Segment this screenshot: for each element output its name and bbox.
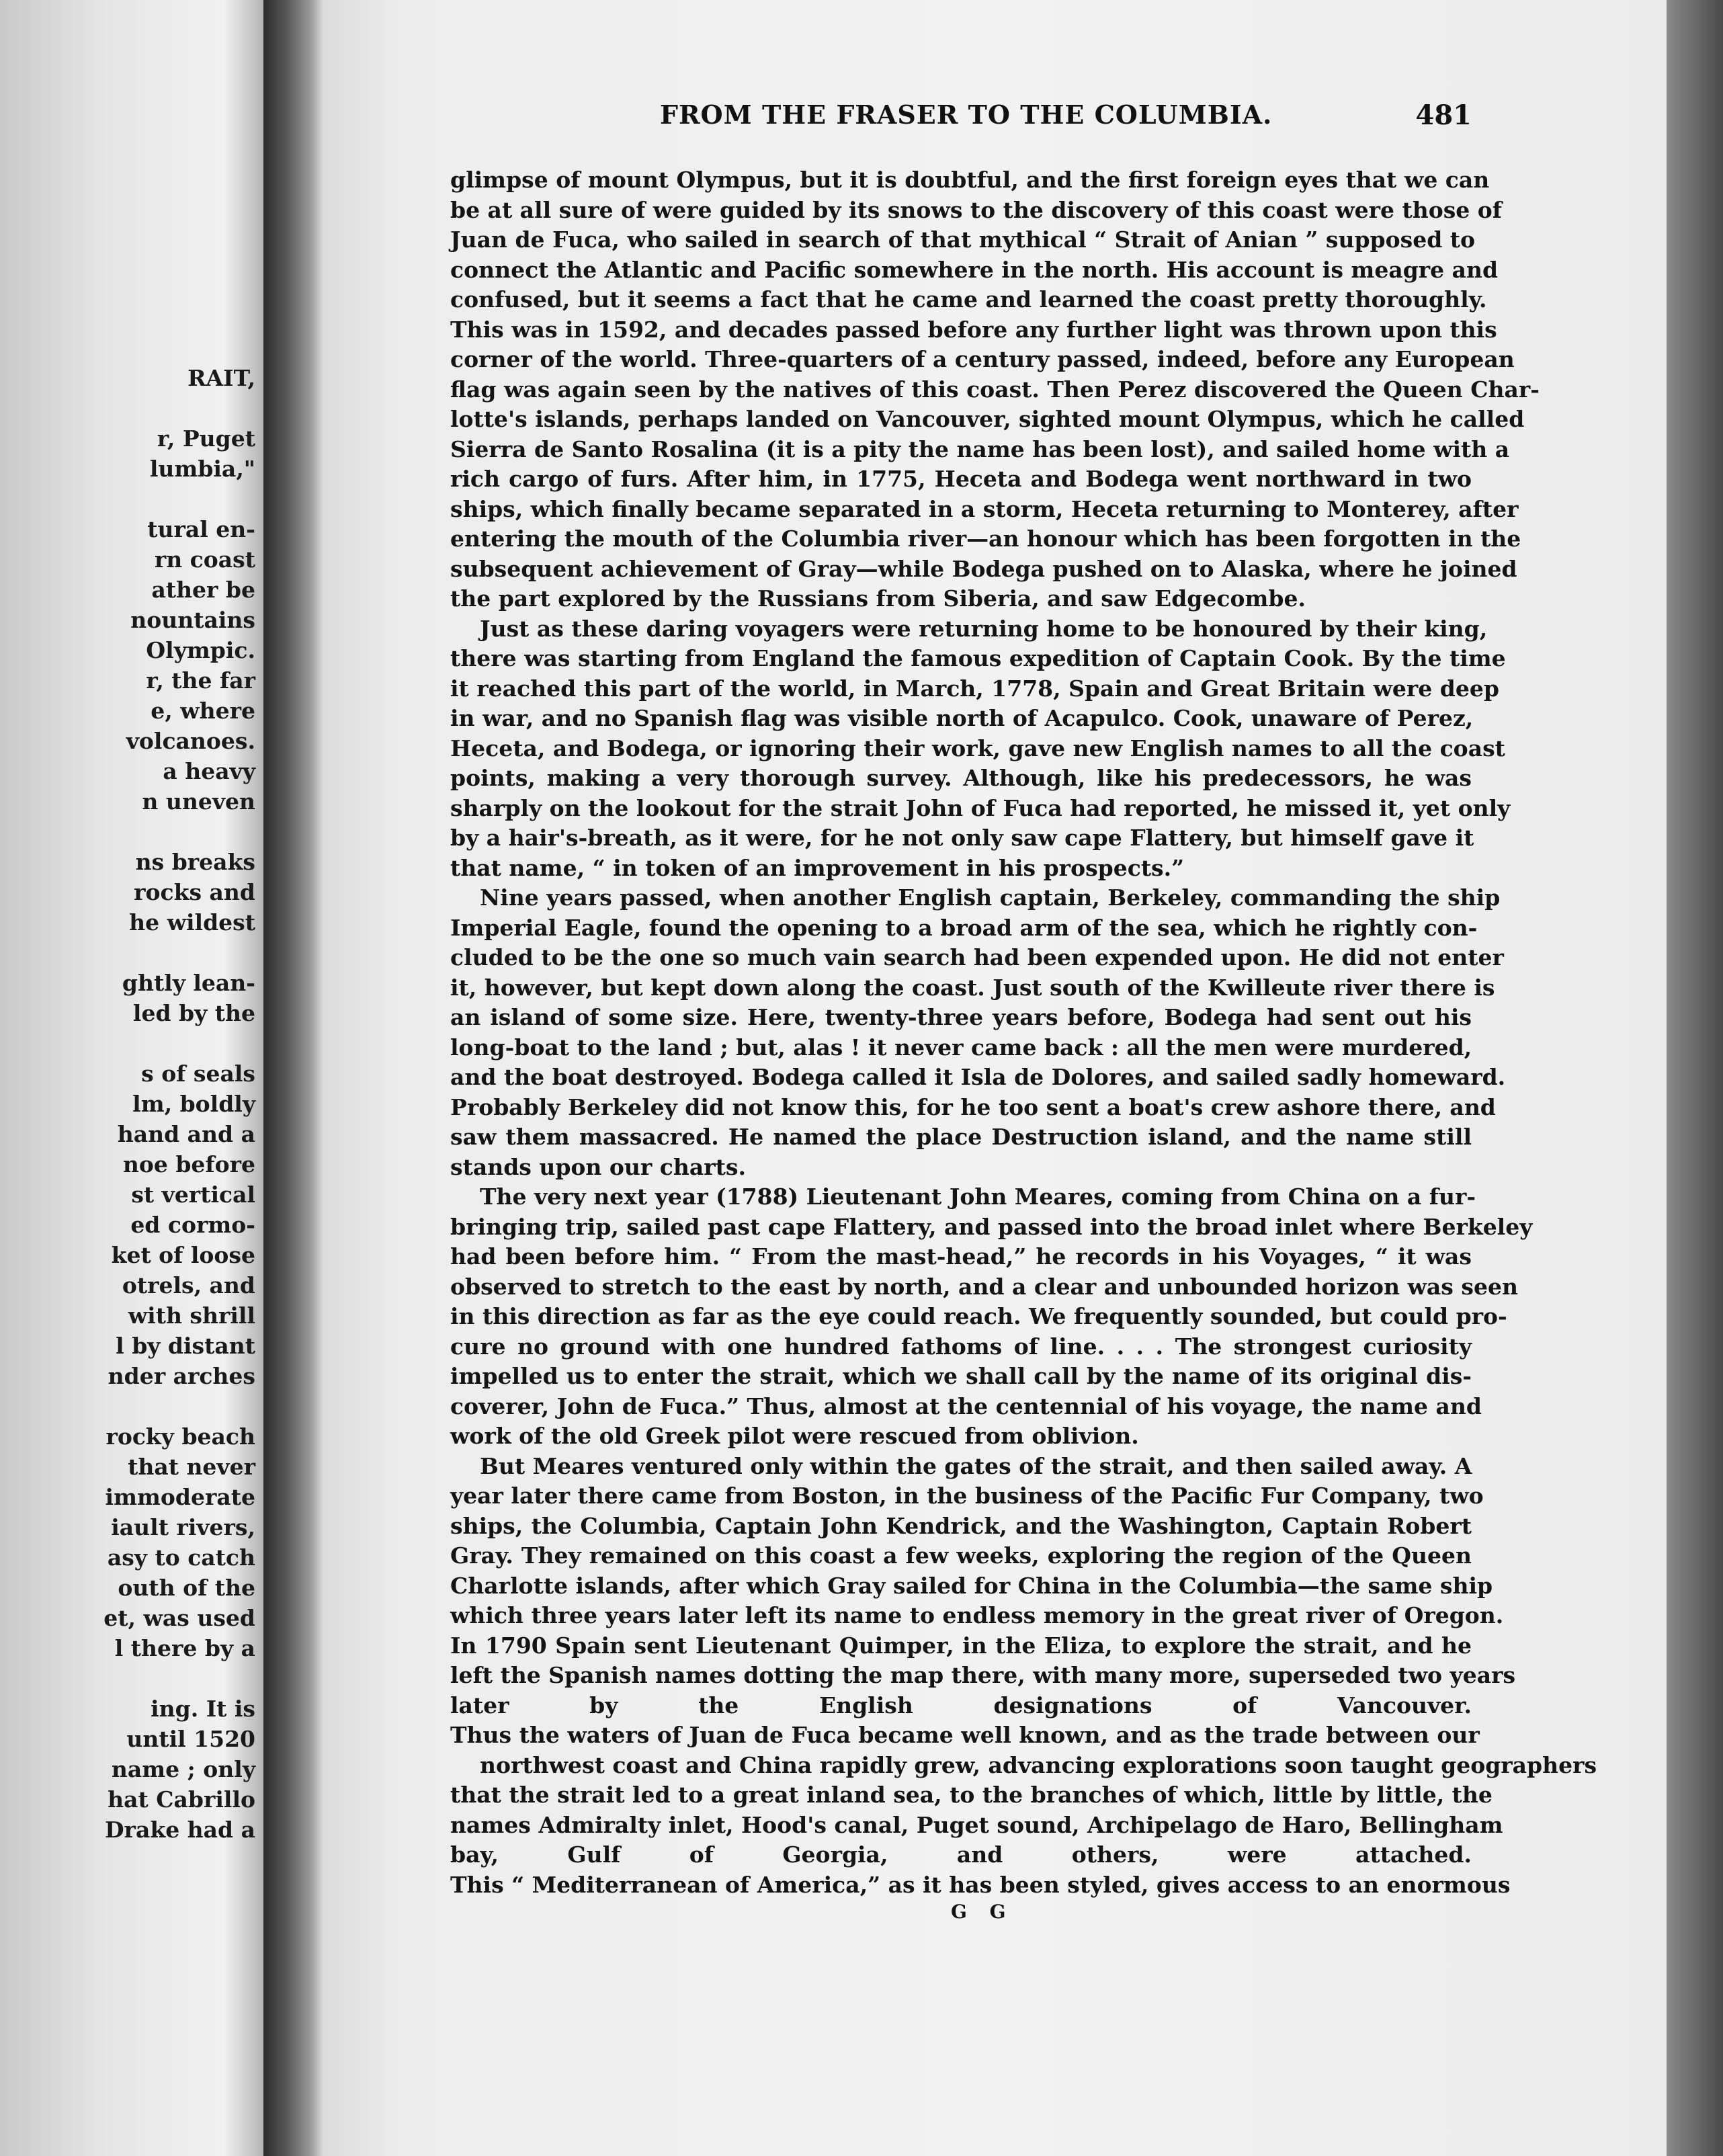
text-line: an island of some size. Here, twenty-three years before, Bodega had sent out his — [450, 1004, 1472, 1030]
left-fragment-line: a heavy — [163, 758, 255, 784]
left-fragment-line — [13, 1663, 255, 1694]
left-fragment-line — [13, 817, 255, 847]
text-line: connect the Atlantic and Pacific somewhere in the north. His account is meagre and — [450, 256, 1499, 283]
text-line: bringing trip, sailed past cape Flattery, and passed into the broad inlet where Berkeley — [450, 1213, 1533, 1240]
left-fragment-line: ing. It is — [151, 1696, 255, 1722]
left-fragment-line: that never — [128, 1454, 255, 1480]
left-fragment-line: Olympic. — [146, 637, 255, 663]
text-line: northwest coast and China rapidly grew, advancing explorations soon taught geographers — [480, 1751, 1597, 1778]
left-fragment-line: with shrill — [128, 1302, 255, 1329]
text-line: subsequent achievement of Gray—while Bodega pushed on to Alaska, where he joined — [450, 555, 1517, 582]
text-line: Charlotte islands, after which Gray sailed for China in the Columbia—the same ship — [450, 1572, 1493, 1599]
page-edge — [1667, 0, 1723, 2156]
text-line: the part explored by the Russians from Siberia, and saw Edgecombe. — [450, 585, 1306, 612]
left-fragment-line: hand and a — [117, 1121, 255, 1147]
text-line: Probably Berkeley did not know this, for he too sent a boat's crew ashore there, and — [450, 1093, 1496, 1120]
text-line: which three years later left its name to endless memory in the great river of Oregon. — [450, 1602, 1504, 1628]
left-fragment-line: until 1520 — [126, 1726, 255, 1752]
text-line: bay, Gulf of Georgia, and others, were attached. — [450, 1841, 1472, 1868]
text-line: long-boat to the land ; but, alas ! it never came back : all the men were murdered, — [450, 1034, 1472, 1061]
text-line: In 1790 Spain sent Lieutenant Quimper, in the Eliza, to explore the strait, and he — [450, 1632, 1472, 1659]
text-line: it, however, but kept down along the coast. Just south of the Kwilleute river there is — [450, 974, 1495, 1001]
text-line: ships, which finally became separated in a storm, Heceta returning to Monterey, after — [450, 495, 1519, 522]
left-fragment-line: lm, boldly — [132, 1091, 255, 1117]
text-line: impelled us to enter the strait, which we shall call by the name of its original dis- — [450, 1363, 1472, 1389]
text-line: left the Spanish names dotting the map there, with many more, superseded two years — [450, 1662, 1516, 1688]
left-fragment-line: et, was used — [103, 1605, 255, 1631]
text-line: work of the old Greek pilot were rescued from oblivion. — [450, 1423, 1139, 1449]
text-line: cure no ground with one hundred fathoms of line. . . . The strongest curiosity — [450, 1333, 1472, 1360]
text-line: This “ Mediterranean of America,” as it has been styled, gives access to an enormous — [450, 1871, 1511, 1898]
left-fragment-line: ed cormo- — [130, 1212, 255, 1238]
left-fragment-line — [13, 393, 255, 423]
left-fragment-line — [13, 1028, 255, 1059]
text-line: observed to stretch to the east by north, and a clear and unbounded horizon was seen — [450, 1273, 1518, 1300]
left-fragment-line: immoderate — [105, 1484, 255, 1510]
text-line: But Meares ventured only within the gates of the strait, and then sailed away. A — [480, 1452, 1472, 1479]
left-fragment-line: ather be — [151, 577, 255, 603]
text-line: corner of the world. Three-quarters of a century passed, indeed, before any European — [450, 346, 1515, 372]
body-text — [450, 165, 1597, 1900]
left-fragment-line: otrels, and — [122, 1272, 255, 1298]
text-line: that the strait led to a great inland sea, to the branches of which, little by little, the — [450, 1782, 1493, 1808]
left-fragment-line: asy to catch — [107, 1544, 255, 1571]
text-line: lotte's islands, perhaps landed on Vancouver, sighted mount Olympus, which he called — [450, 406, 1525, 432]
main-page — [323, 0, 1667, 2156]
left-fragment-line: RAIT, — [187, 365, 255, 391]
left-fragment-line: he wildest — [129, 909, 255, 936]
left-fragment-line: Drake had a — [104, 1817, 255, 1843]
left-fragment-line: volcanoes. — [126, 728, 255, 754]
text-line: Gray. They remained on this coast a few weeks, exploring the region of the Queen — [450, 1542, 1472, 1569]
text-line: had been before him. “ From the mast-head,” he records in his Voyages, “ it was — [450, 1243, 1472, 1270]
text-line: Sierra de Santo Rosalina (it is a pity the name has been lost), and sailed home with a — [450, 436, 1510, 462]
left-fragment-line: rn coast — [154, 546, 255, 573]
left-fragment-line: outh of the — [118, 1575, 255, 1601]
text-line: sharply on the lookout for the strait John of Fuca had reported, he missed it, yet only — [450, 794, 1511, 821]
left-fragment-line: name ; only — [111, 1756, 255, 1782]
text-line: be at all sure of were guided by its snows to the discovery of this coast were those of — [450, 196, 1503, 223]
left-fragment-line: r, Puget — [157, 425, 255, 452]
text-line: Just as these daring voyagers were returning home to be honoured by their king, — [480, 615, 1488, 642]
left-fragment-line: n uneven — [142, 788, 255, 815]
book-gutter — [263, 0, 323, 2156]
text-line: This was in 1592, and decades passed before any further light was thrown upon this — [450, 316, 1497, 343]
left-fragment-line: lumbia," — [149, 456, 255, 482]
text-line: year later there came from Boston, in the business of the Pacific Fur Company, two — [450, 1483, 1484, 1509]
left-fragment-line: led by the — [132, 1000, 255, 1026]
text-line: points, making a very thorough survey. Although, like his predecessors, he was — [450, 765, 1472, 791]
signature-mark: G G — [951, 1901, 1014, 1923]
text-line: Imperial Eagle, found the opening to a broad arm of the sea, which he rightly con- — [450, 914, 1478, 941]
left-page-text-fragment — [13, 363, 255, 1845]
left-fragment-line: rocks and — [134, 879, 255, 905]
left-fragment-line: r, the far — [146, 667, 255, 694]
page-number: 481 — [1415, 99, 1472, 131]
text-line: flag was again seen by the natives of this coast. Then Perez discovered the Queen Char- — [450, 376, 1540, 403]
text-line: in this direction as far as the eye could reach. We frequently sounded, but could pro- — [450, 1303, 1507, 1329]
text-line: coverer, John de Fuca.” Thus, almost at the centennial of his voyage, the name and — [450, 1393, 1482, 1419]
left-facing-page — [0, 0, 263, 2156]
text-line: ships, the Columbia, Captain John Kendrick, and the Washington, Captain Robert — [450, 1512, 1472, 1539]
left-fragment-line — [13, 938, 255, 968]
text-line: in war, and no Spanish flag was visible north of Acapulco. Cook, unaware of Perez, — [450, 705, 1474, 731]
text-line: it reached this part of the world, in March, 1778, Spain and Great Britain were deep — [450, 675, 1499, 702]
text-line: Heceta, and Bodega, or ignoring their work, gave new English names to all the coast — [450, 735, 1505, 761]
left-fragment-line: l there by a — [114, 1635, 255, 1661]
text-line: by a hair's-breath, as it were, for he not only saw cape Flattery, but himself gave it — [450, 825, 1474, 851]
text-line: rich cargo of furs. After him, in 1775, Heceta and Bodega went northward in two — [450, 466, 1472, 492]
left-fragment-line: tural en- — [147, 516, 255, 542]
left-fragment-line: nder arches — [108, 1363, 255, 1389]
text-line: cluded to be the one so much vain search had been expended upon. He did not enter — [450, 944, 1504, 970]
text-line: The very next year (1788) Lieutenant John Meares, coming from China on a fur- — [480, 1184, 1476, 1210]
text-line: later by the English designations of Vancouver. — [450, 1692, 1472, 1718]
left-fragment-line: ghtly lean- — [122, 970, 255, 996]
left-fragment-line: rocky beach — [106, 1423, 255, 1450]
text-line: saw them massacred. He named the place Destruction island, and the name still — [450, 1124, 1472, 1150]
left-fragment-line — [13, 484, 255, 514]
text-line: names Admiralty inlet, Hood's canal, Puget sound, Archipelago de Haro, Bellingham — [450, 1811, 1503, 1838]
left-fragment-line: ns breaks — [135, 849, 255, 875]
left-fragment-line: ket of loose — [111, 1242, 255, 1268]
text-line: that name, “ in token of an improvement in his prospects.” — [450, 854, 1185, 881]
text-line: there was starting from England the famous expedition of Captain Cook. By the time — [450, 645, 1506, 671]
page-header — [323, 99, 1472, 140]
left-fragment-line: hat Cabrillo — [108, 1786, 255, 1813]
left-fragment-line — [13, 1391, 255, 1421]
text-line: Thus the waters of Juan de Fuca became well known, and as the trade between our — [450, 1722, 1480, 1748]
left-fragment-line: st vertical — [131, 1181, 255, 1208]
text-line: Nine years passed, when another English captain, Berkeley, commanding the ship — [480, 884, 1501, 911]
text-line: and the boat destroyed. Bodega called it Isla de Dolores, and sailed sadly homeward. — [450, 1064, 1506, 1090]
text-line: confused, but it seems a fact that he came and learned the coast pretty thoroughly. — [450, 286, 1487, 313]
running-title: FROM THE FRASER TO THE COLUMBIA. — [660, 99, 1273, 130]
left-fragment-line: s of seals — [141, 1061, 255, 1087]
left-fragment-line: e, where — [151, 698, 255, 724]
text-line: entering the mouth of the Columbia river—an honour which has been forgotten in the — [450, 526, 1521, 552]
text-line: glimpse of mount Olympus, but it is doubtful, and the first foreign eyes that we can — [450, 167, 1490, 193]
left-fragment-line: noe before — [122, 1151, 255, 1177]
left-fragment-line: l by distant — [116, 1333, 255, 1359]
left-fragment-line: iault rivers, — [111, 1514, 255, 1540]
text-line: Juan de Fuca, who sailed in search of that mythical “ Strait of Anian ” supposed to — [450, 226, 1476, 253]
left-fragment-line: nountains — [130, 607, 255, 633]
text-line: stands upon our charts. — [450, 1153, 746, 1180]
